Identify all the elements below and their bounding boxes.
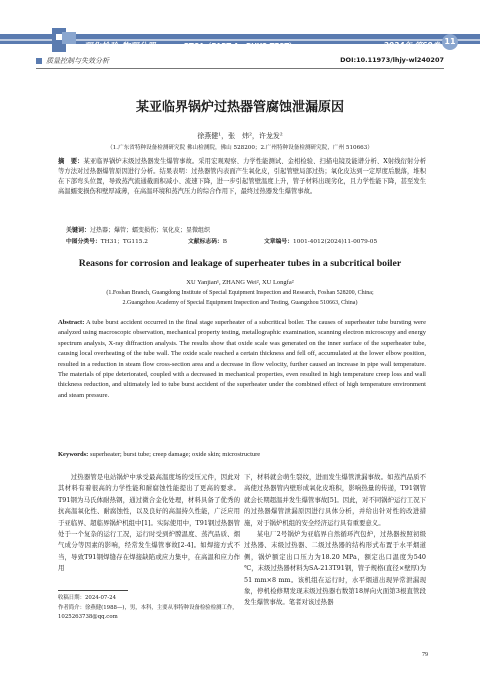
footnote-divider (58, 590, 128, 591)
abstract-cn-label: 摘 要： (58, 158, 84, 165)
issue-number: 11 (442, 34, 458, 50)
footnote-received: 收稿日期：2024-07-24 (58, 595, 117, 601)
clc-article (264, 236, 377, 245)
clc-code (188, 236, 227, 245)
body-paragraph: 下，材料就会萌生裂纹，进而发生爆管泄漏事故。如蒸汽品质不高使过热器管内壁形成氧化皮堆积，影响热量的传递，T91钢管就会长期超温并发生爆管事故[5]。因此，对不同锅炉运行工况下的过热器爆管泄漏原因进行具体分析，并给出针对性的改进措施，对于锅炉机组的安全经济运行具有重要意义。 (244, 473, 426, 527)
category-text: 质量控制与失效分析 (46, 57, 109, 65)
keywords-cn (66, 225, 426, 234)
keywords-en-label: Keywords: (58, 451, 89, 458)
keywords-en (58, 451, 426, 458)
page-number: 79 (422, 652, 428, 658)
body-left-column (58, 472, 240, 575)
category-label (36, 56, 109, 66)
keywords-cn-label: 关键词： (66, 227, 91, 234)
clc-code-value: B (222, 239, 228, 245)
volume-info: 2024年 第60卷 (383, 41, 440, 50)
clc-class (66, 236, 148, 245)
category-marker-icon (36, 58, 42, 64)
body-right-column (244, 472, 426, 609)
affiliation-cn: （1.广东省特种设备检测研究院 佛山检测院，佛山 528200；2.广州特种设备检测研究院，广州 510663） (107, 145, 373, 151)
affiliation-en-line-2: 2.Guangzhou Academy of Special Equipment Inspection and Testing, Guangzhou 510663, China) (122, 300, 358, 306)
clc-class-label: 中图分类号： (66, 239, 101, 245)
keywords-cn-text: 过热器；爆管；蠕变损伤；氧化皮；显微组织 (90, 227, 211, 234)
abstract-en-text: A tube burst accident occurred in the final stage superheater of a subcritical boiler. The causes of superheater tube bursting were analyzed using macroscopic observation, mechanical property testing, metallographic examination, scanning electron microscopy and energy spectrum analysis, X-ray diffraction analysis. The results show that oxide scale was generated on the inner surface of the superheater tube, causing local overheating of the tube wall. The oxide scale reached a certain thickness and fell off, accumulated at the lower elbow position, resulted in a reduction in steam flow cross-section area and a decrease in flow velocity, further caused an increase in pipe wall temperature. The materials of pipe deteriorated, coupled with a decreased in mechanical properties, even resulted in high temperature creep loss and wall thickness reduction, and ultimately led to tube burst accident of the superheater under the combined effect of high temperature environment and steam pressure. (58, 319, 426, 399)
clc-article-label: 文章编号： (264, 239, 293, 245)
doi: DOI:10.11973/lhjy-wl240207 (340, 56, 444, 64)
title-cn: 某亚临界锅炉过热器管腐蚀泄漏原因 (135, 100, 344, 115)
abstract-en (58, 318, 426, 401)
abstract-cn (58, 157, 426, 197)
header-divider (36, 68, 444, 69)
journal-name: 理化检验-物理分册 (84, 42, 156, 52)
abstract-en-label: Abstract: (58, 319, 85, 326)
keywords-en-text: superheater; burst tube; creep damage; oxide skin; microstructure (89, 451, 261, 458)
authors-en: XU Yanjian¹, ZHANG Wei², XU Longfa² (186, 279, 294, 286)
clc-article-value: 1001-4012(2024)11-0079-05 (293, 239, 378, 245)
body-paragraph: 过热器管是电站锅炉中承受最高温度场的受压元件，因此对其材料有着很高的力学性能和耐腐蚀性能提出了更高的要求。T91钢为马氏体耐热钢，通过微合金化处理，材料具备了优秀的抗高温氧化性、耐腐蚀性，以及良好的高温持久性能，广泛应用于亚临界、超临界锅炉机组中[1]。实际使用中，T91钢过热器管处于一个复杂的运行工况，运行时受到炉膛温度、蒸汽品质、烟气成分等因素的影响，经常发生爆管事故[2-4]。如焊接方式不当，导致T91钢焊缝存在焊接缺陷或应力集中，在高温和应力作用 (58, 473, 240, 573)
clc-class-value: TH31；TG115.2 (100, 239, 148, 245)
body-paragraph: 某电厂2号锅炉为亚临界自然循环汽包炉，过热器按照初级过热器、末级过热器、二级过热器的结构形式布置于水平烟道侧，锅炉额定出口压力为18.20 MPa，额定出口温度为540 ℃，末级过热器材料为SA-213T91钢，管子规格(直径×壁厚)为51 mm×8 mm。该机组在运行时，水平烟道出现异常泄漏现象，停机检修期发现末级过热器右数第18屏向火面第3根直管段发生爆管事故。笔者对该过热器 (244, 530, 426, 607)
abstract-cn-text: 某亚临界锅炉末级过热器发生爆管事故。采用宏观观察、力学性能测试、金相检验、扫描电镜及能谱分析、X射线衍射分析等方法对过热器爆管原因进行分析。结果表明：过热器管内表面产生氧化皮，引起管壁局部过热；氧化皮达到一定厚度后脱落，堆积在下部弯头位置，导致蒸汽流通截面积减小、流速下降，进一步引起管壁温度上升，管子材料出现劣化，且力学性能下降，甚至发生高温蠕变损伤和壁厚减薄，在高温环境和蒸汽压力的综合作用下，最终过热器发生爆管事故。 (58, 158, 427, 195)
authors-cn: 徐燕健¹，张 炜²，许龙发² (197, 132, 283, 140)
footnote-author: 作者简介：徐燕健(1988—)，男，本科，主要从事特种设备检验检测工作，1025263738@qq.com (58, 605, 238, 620)
title-en: Reasons for corrosion and leakage of superheater tubes in a subcritical boiler (78, 258, 402, 269)
affiliation-en-line-1: (1.Foshan Branch, Guangdong Institute of Special Equipment Inspection and Research, Foshan 528200, China; (106, 290, 374, 296)
journal-english-name: PTCA（PART A：PHYS.TEST） (183, 42, 297, 50)
clc-code-label: 文献标志码： (188, 239, 223, 245)
